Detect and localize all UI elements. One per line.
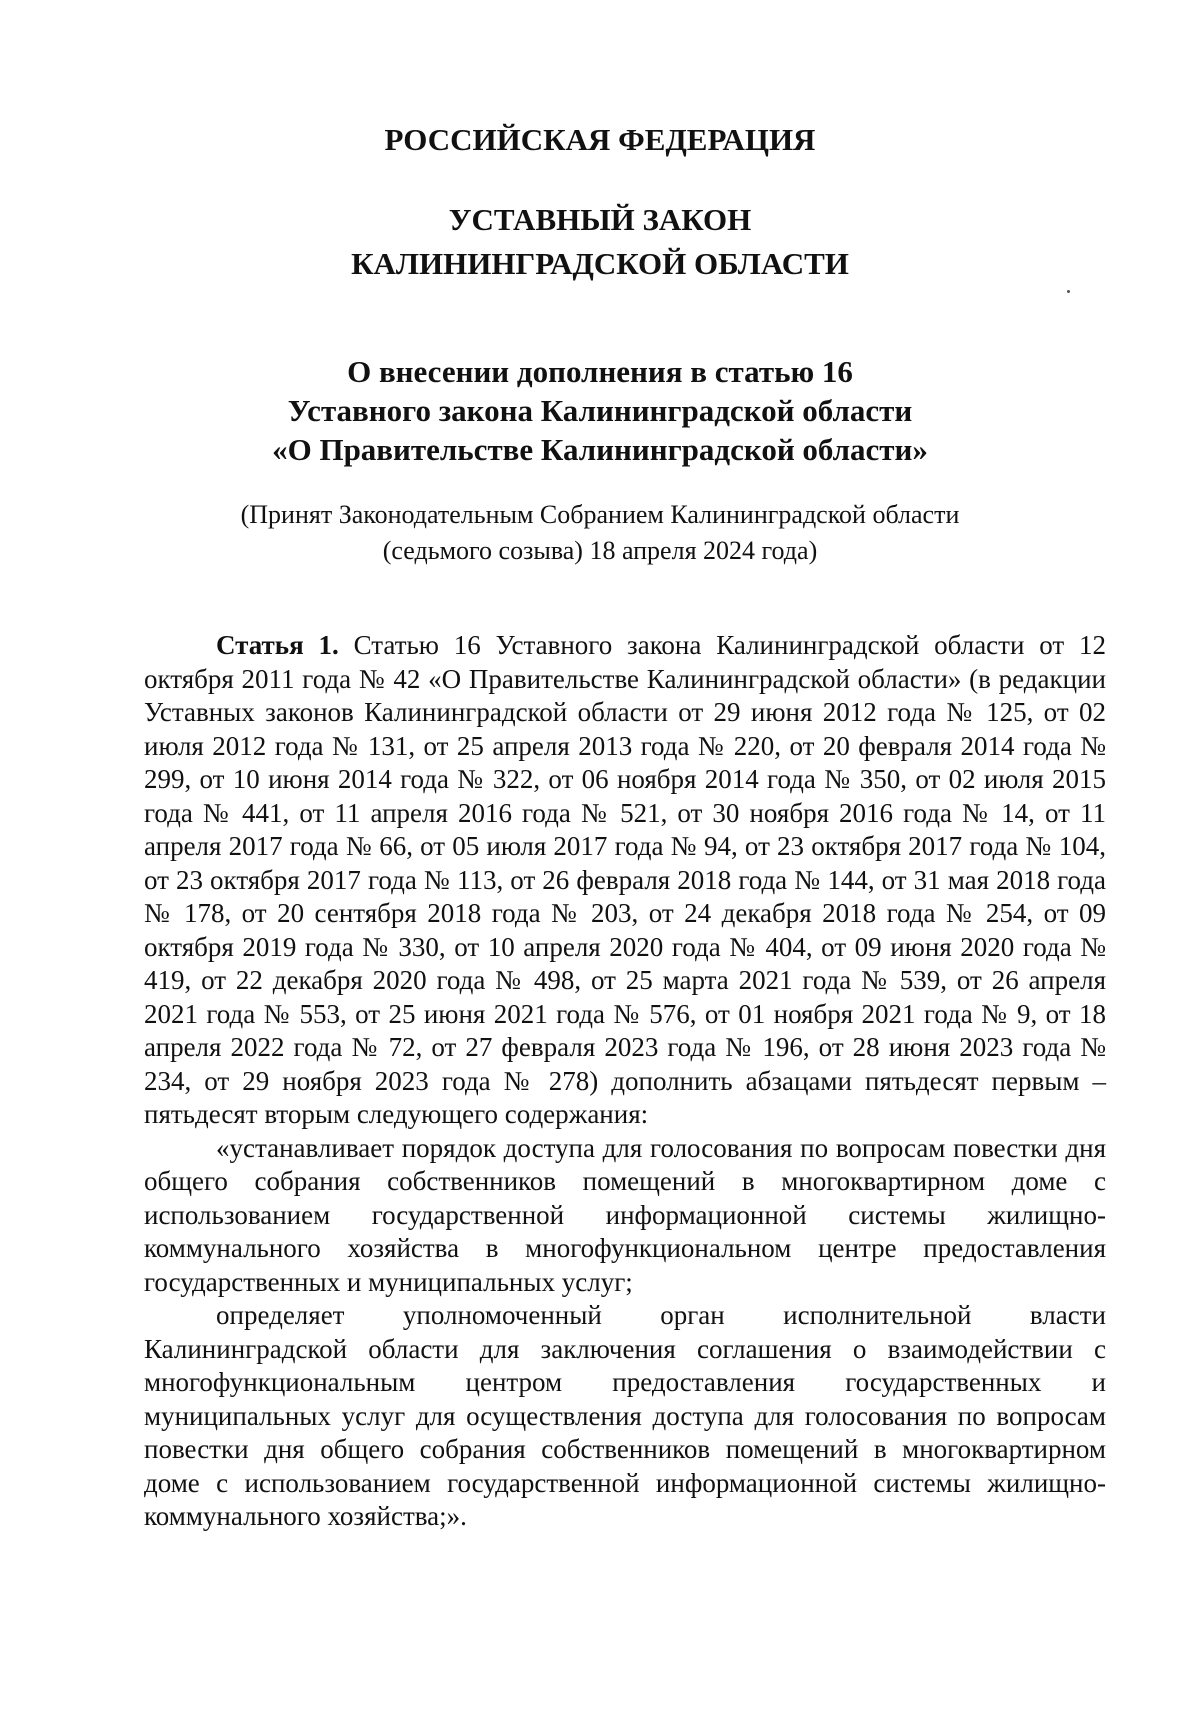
article-amendment-paragraph-1: «устанавливает порядок доступа для голосования по вопросам повестки дня общего собрания собственников помещений в многоквартирном доме с использованием государственной информационной системы жилищно-коммунального хозяйства в многофункциональном центре предоставления государственных и муниципальных услуг; [144, 1132, 1106, 1297]
article-body [144, 629, 1106, 1534]
adoption-note-line-2: (седьмого созыва) 18 апреля 2024 года) [382, 536, 818, 565]
article-label: Статья 1. [216, 630, 339, 660]
article-intro-text: Статью 16 Уставного закона Калининградской области от 12 октября 2011 года № 42 «О Правительстве Калининградской области» (в редакции Уставных законов Калининградской области от 29 июня 2012 года № 125, от 02 июля 2012 года № 131, от 25 апреля 2013 года № 220, от 20 февраля 2014 года № 299, от 10 июня 2014 года № 322, от 06 ноября 2014 года № 350, от 02 июля 2015 года № 441, от 11 апреля 2016 года № 521, от 30 ноября 2016 года № 14, от 11 апреля 2017 года № 66, от 05 июля 2017 года № 94, от 23 октября 2017 года № 104, от 23 октября 2017 года № 113, от 26 февраля 2018 года № 144, от 31 мая 2018 года № 178, от 20 сентября 2018 года № 203, от 24 декабря 2018 года № 254, от 09 октября 2019 года № 330, от 10 апреля 2020 года № 404, от 09 июня 2020 года № 419, от 22 декабря 2020 года № 498, от 25 марта 2021 года № 539, от 26 апреля 2021 года № 553, от 25 июня 2021 года № 576, от 01 ноября 2021 года № 9, от 18 апреля 2022 года № 72, от 27 февраля 2023 года № 196, от 28 июня 2023 года № 234, от 29 ноября 2023 года № 278) дополнить абзацами пятьдесят первым – пятьдесят вторым следующего содержания: [144, 630, 1107, 1129]
adoption-note-line-1: (Принят Законодательным Собранием Калининградской области [240, 500, 960, 529]
scan-speck [1067, 290, 1070, 293]
country-heading: РОССИЙСКАЯ ФЕДЕРАЦИЯ [384, 122, 816, 157]
law-title-line-3: «О Правительстве Калининградской области» [272, 432, 928, 467]
law-title-line-2: Уставного закона Калининградской области [287, 393, 913, 428]
law-title [0, 352, 1200, 469]
article-intro-paragraph [144, 629, 1106, 1132]
law-type-heading [0, 198, 1200, 286]
law-title-line-1: О внесении дополнения в статью 16 [347, 354, 853, 389]
law-type-line-1: УСТАВНЫЙ ЗАКОН [448, 202, 752, 237]
law-type-line-2: КАЛИНИНГРАДСКОЙ ОБЛАСТИ [351, 246, 849, 281]
article-amendment-paragraph-2: определяет уполномоченный орган исполнительной власти Калининградской области для заключения соглашения о взаимодействии с многофункциональным центром предоставления государственных и муниципальных услуг для осуществления доступа для голосования по вопросам повестки дня общего собрания собственников помещений в многоквартирном доме с использованием государственной информационной системы жилищно-коммунального хозяйства;». [144, 1300, 1106, 1531]
adoption-note [0, 497, 1200, 569]
